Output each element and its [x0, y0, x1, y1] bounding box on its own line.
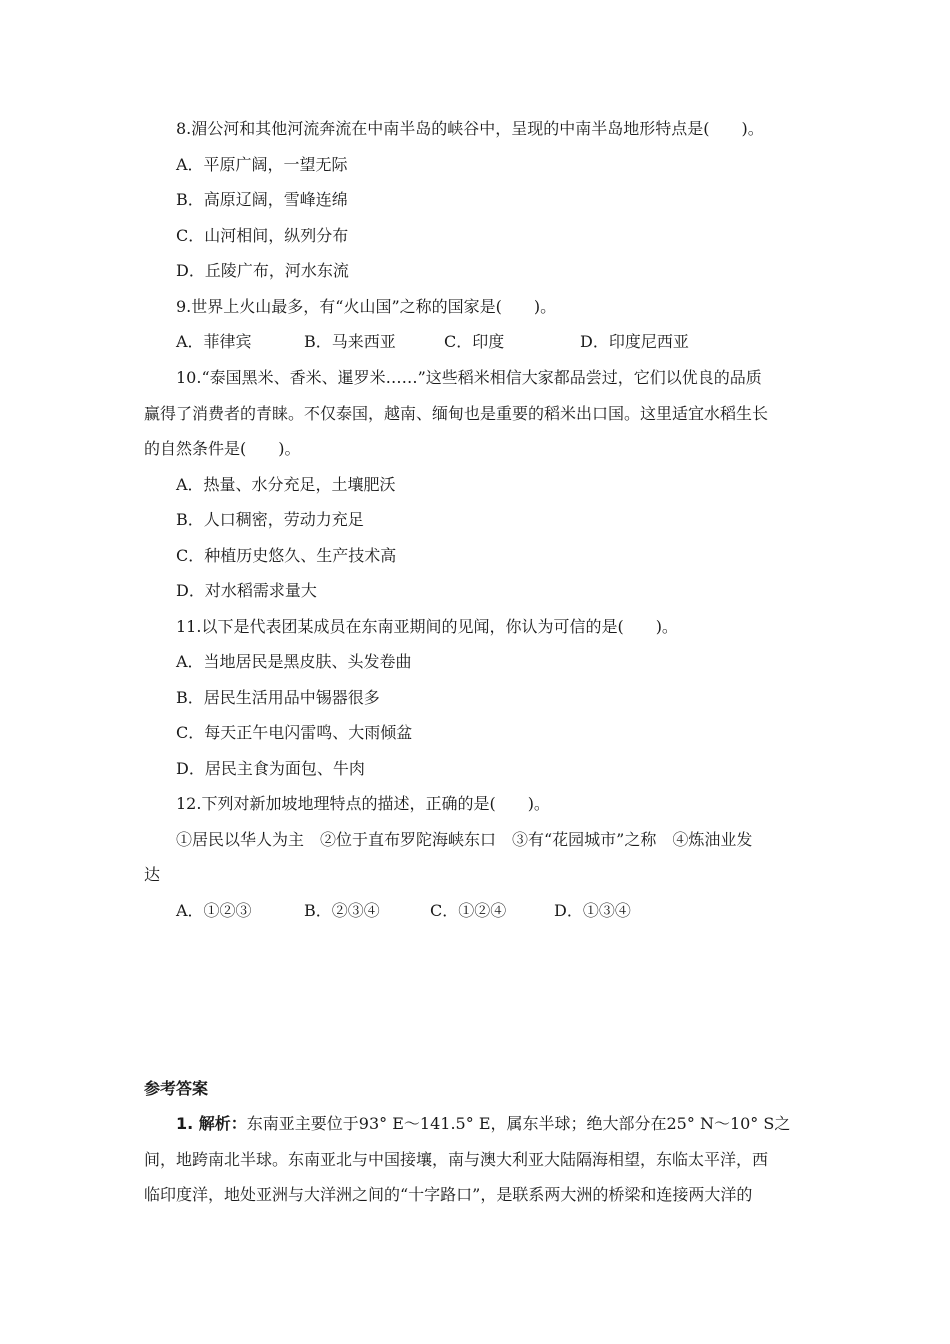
question-8-option-a: A．平原广阔，一望无际 — [176, 155, 348, 174]
question-11-option-b: B．居民生活用品中锡器很多 — [176, 688, 380, 707]
answer-1-line-2: 间，地跨南北半球。东南亚北与中国接壤，南与澳大利亚大陆隔海相望，东临太平洋，西 — [144, 1150, 769, 1169]
question-8-option-d: D．丘陵广布，河水东流 — [176, 261, 349, 280]
question-11-stem: 11.以下是代表团某成员在东南亚期间的见闻，你认为可信的是( )。 — [176, 617, 678, 636]
question-11-option-d: D．居民主食为面包、牛肉 — [176, 759, 365, 778]
question-10-stem-line-2: 赢得了消费者的青睐。不仅泰国，越南、缅甸也是重要的稻米出口国。这里适宜水稻生长 — [144, 404, 769, 423]
question-12-option-b: B．②③④ — [304, 901, 380, 920]
question-10-stem-line-1: 10.“泰国黑米、香米、暹罗米……”这些稻米相信大家都品尝过，它们以优良的品质 — [176, 368, 762, 387]
question-12-stem: 12.下列对新加坡地理特点的描述，正确的是( )。 — [176, 794, 550, 813]
answers-heading: 参考答案 — [144, 1079, 209, 1098]
question-11-option-c: C．每天正午电闪雷鸣、大雨倾盆 — [176, 723, 413, 742]
question-12-option-a: A．①②③ — [176, 901, 252, 920]
question-10-option-b: B．人口稠密，劳动力充足 — [176, 510, 364, 529]
question-12-option-c: C．①②④ — [430, 901, 507, 920]
question-10-option-c: C．种植历史悠久、生产技术高 — [176, 546, 397, 565]
question-9-option-b: B．马来西亚 — [304, 332, 396, 351]
question-8-stem: 8.湄公河和其他河流奔流在中南半岛的峡谷中，呈现的中南半岛地形特点是( )。 — [176, 119, 764, 138]
question-11-option-a: A．当地居民是黑皮肤、头发卷曲 — [176, 652, 412, 671]
question-9-option-a: A．菲律宾 — [176, 332, 252, 351]
question-10-stem-line-3: 的自然条件是( )。 — [144, 439, 301, 458]
question-12-options — [176, 900, 631, 922]
question-8-option-b: B．高原辽阔，雪峰连绵 — [176, 190, 348, 209]
question-8-option-c: C．山河相间，纵列分布 — [176, 226, 349, 245]
question-10-option-a: A．热量、水分充足，土壤肥沃 — [176, 475, 396, 494]
question-9-option-d: D．印度尼西亚 — [580, 332, 689, 351]
question-12-statements-line-2: 达 — [144, 865, 161, 884]
question-9-stem: 9.世界上火山最多，有“火山国”之称的国家是( )。 — [176, 297, 557, 316]
question-10-option-d: D．对水稻需求量大 — [176, 581, 317, 600]
answer-1-number: 1. — [176, 1114, 199, 1133]
question-12-statements-line-1: ①居民以华人为主 ②位于直布罗陀海峡东口 ③有“花园城市”之称 ④炼油业发 — [176, 830, 753, 849]
answer-1-line-3: 临印度洋，地处亚洲与大洋洲之间的“十字路口”，是联系两大洲的桥梁和连接两大洋的 — [144, 1185, 753, 1204]
question-9-options — [176, 331, 689, 353]
question-9-option-c: C．印度 — [444, 332, 505, 351]
question-12-option-d: D．①③④ — [554, 901, 631, 920]
answer-1-line-1 — [176, 1113, 790, 1135]
answer-1-text-1: 东南亚主要位于93° E～141.5° E，属东半球；绝大部分在25° N～10° S之 — [246, 1114, 791, 1133]
answer-1-label: 解析： — [198, 1114, 247, 1133]
